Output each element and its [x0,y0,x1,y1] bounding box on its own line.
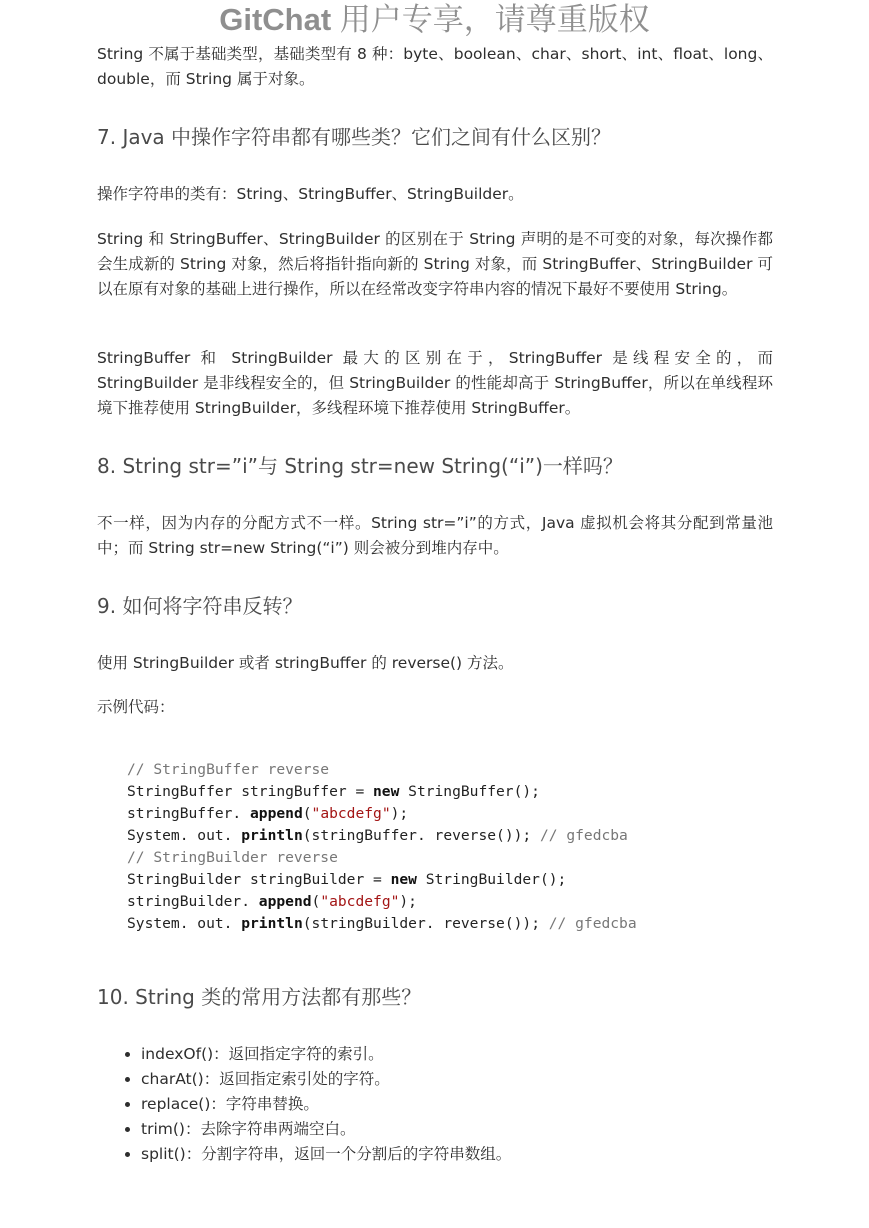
q9-heading: 9. 如何将字符串反转？ [97,594,303,618]
code-line-1: // StringBuffer reverse [127,761,330,778]
code-line-2: StringBuffer stringBuffer = new StringBuffer(); [127,783,540,800]
list-item: • split()：分割字符串，返回一个分割后的字符串数组。 [141,1142,817,1167]
code-line-5: // StringBuilder reverse [127,849,338,866]
code-line-8: System. out. println(stringBuilder. reverse()); // gfedcba [127,915,637,932]
code-line-6: StringBuilder stringBuilder = new StringBuilder(); [127,871,567,888]
q7-paragraph-2: String 和 StringBuffer、StringBuilder 的区别在于 String 声明的是不可变的对象，每次操作都会生成新的 String 对象，然后将指针指向新的 String 对象，而 StringBuffer、StringBuilder 可以在原有对象的基础上进行操作，所以在经常改变字符串内容的情况下最好不要使用 String。 [97,230,773,298]
q8-paragraph-1: 不一样，因为内存的分配方式不一样。String str=”i”的方式，Java 虚拟机会将其分配到常量池中；而 String str=new String(“i”) 则会被分到堆内存中。 [97,514,773,557]
list-item: • replace()：字符串替换。 [141,1092,817,1117]
watermark [0,0,869,40]
list-item: • charAt()：返回指定索引处的字符。 [141,1067,817,1092]
intro-paragraph: String 不属于基础类型，基础类型有 8 种：byte、boolean、char、short、int、float、long、double，而 String 属于对象。 [97,45,773,88]
code-line-3: stringBuffer. append("abcdefg"); [127,805,409,822]
code-line-7: stringBuilder. append("abcdefg"); [127,893,417,910]
q7-paragraph-1: 操作字符串的类有：String、StringBuffer、StringBuilder。 [97,185,524,203]
code-block [127,759,773,935]
list-item: • trim()：去除字符串两端空白。 [141,1117,817,1142]
q8-heading: 8. String str=”i”与 String str=new String(“i”)一样吗？ [97,454,623,478]
q7-paragraph-3: StringBuffer 和 StringBuilder 最大的区别在于，StringBuffer 是线程安全的，而 StringBuilder 是非线程安全的，但 StringBuilder 的性能却高于 StringBuffer，所以在单线程环境下推荐使用 StringBuilder，多线程环境下推荐使用 StringBuffer。 [97,349,773,417]
q9-paragraph-2: 示例代码： [97,698,175,716]
watermark-brand: GitChat [219,2,332,37]
code-line-4: System. out. println(stringBuffer. reverse()); // gfedcba [127,827,628,844]
watermark-text: 用户专享，请尊重版权 [331,2,650,37]
q10-heading: 10. String 类的常用方法都有那些？ [97,985,422,1009]
q7-heading: 7. Java 中操作字符串都有哪些类？它们之间有什么区别？ [97,125,612,149]
methods-list [97,1042,817,1167]
list-item: • indexOf()：返回指定字符的索引。 [141,1042,817,1067]
q9-paragraph-1: 使用 StringBuilder 或者 stringBuffer 的 reverse() 方法。 [97,654,514,672]
